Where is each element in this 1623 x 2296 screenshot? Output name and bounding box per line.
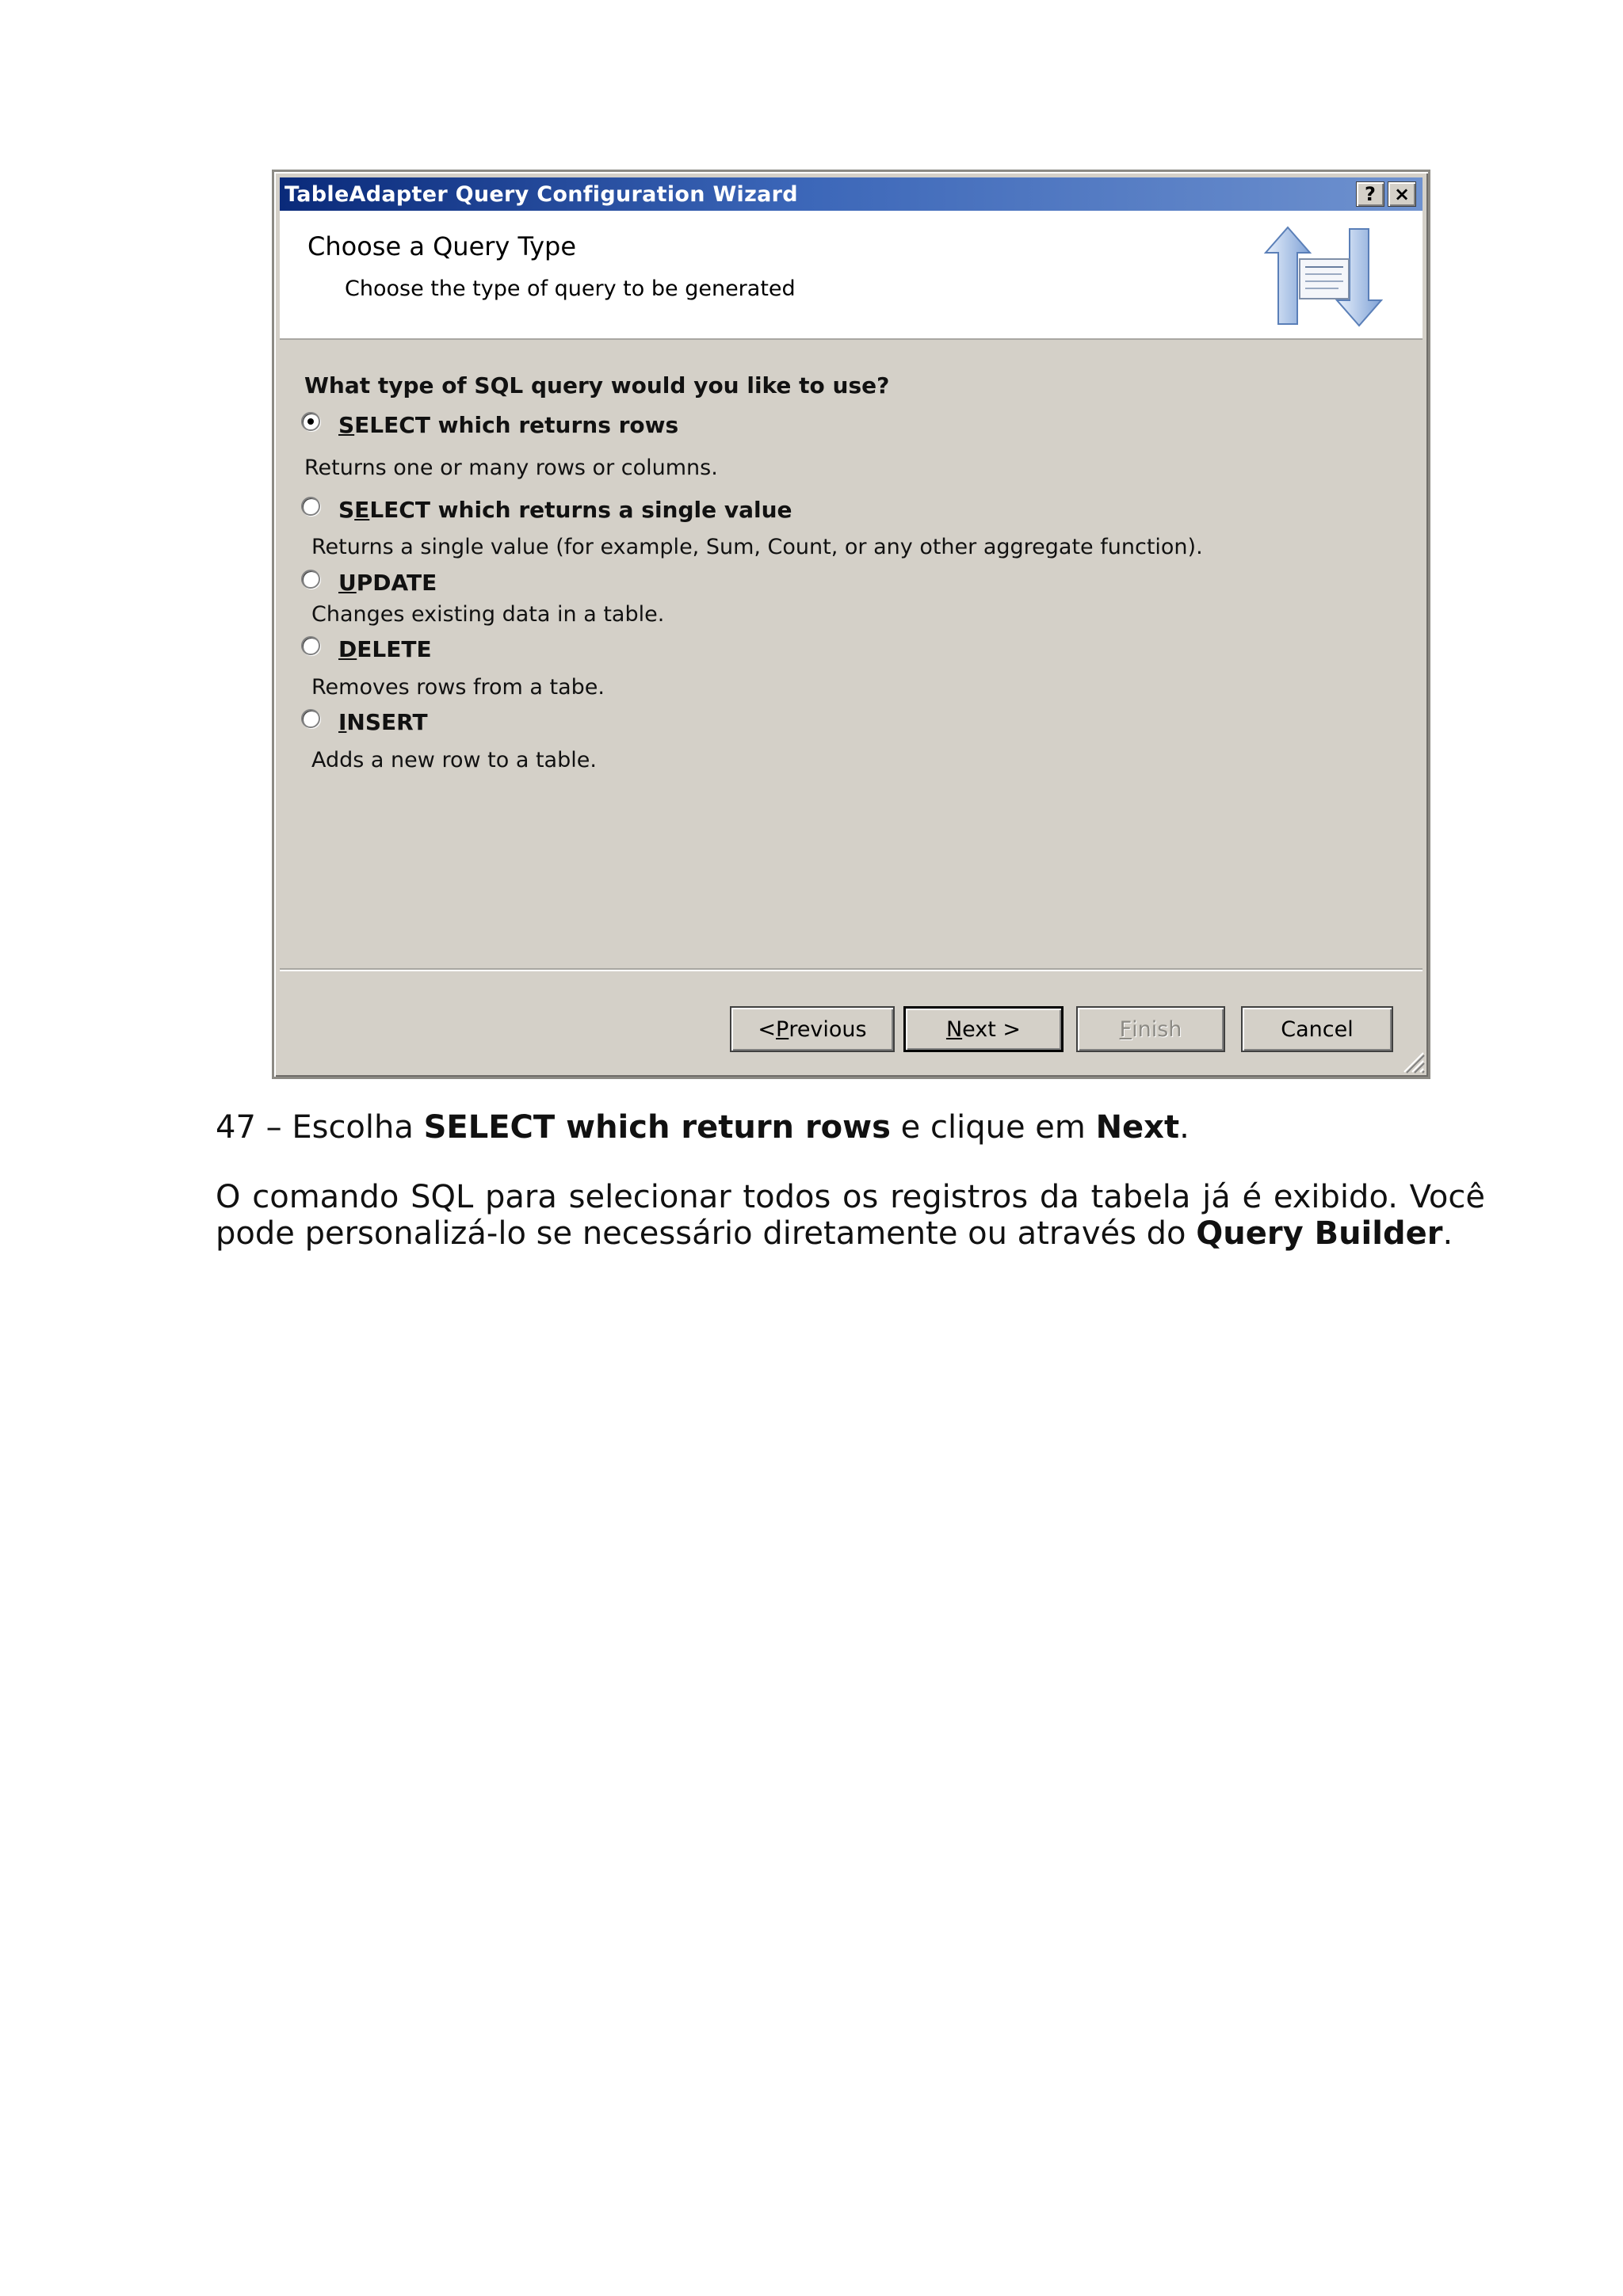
next-button[interactable]: N ext > — [903, 1006, 1064, 1052]
option-desc-select-single-value: Returns a single value (for example, Sum, Count, or any other aggregate function). — [311, 535, 1203, 559]
query-wizard-dialog — [272, 170, 1430, 1079]
footer-separator — [280, 968, 1423, 971]
option-label-select-rows[interactable]: SELECT which returns rows — [338, 412, 679, 438]
previous-button[interactable]: < P revious — [730, 1006, 895, 1052]
caption-bold-option: SELECT which return rows — [423, 1109, 891, 1146]
radio-selected-dot — [307, 418, 314, 425]
radio-delete[interactable] — [301, 636, 320, 655]
title-bar[interactable] — [280, 177, 1423, 211]
query-type-icon — [1256, 221, 1391, 332]
page-subtitle: Choose the type of query to be generated — [345, 277, 796, 301]
radio-select-rows[interactable] — [301, 412, 320, 431]
option-label-delete[interactable]: DELETE — [338, 636, 432, 662]
question-label: What type of SQL query would you like to use? — [304, 372, 890, 399]
option-label-insert[interactable]: INSERT — [338, 709, 428, 735]
caption-bold-next: Next — [1095, 1109, 1180, 1146]
page-title: Choose a Query Type — [307, 231, 577, 261]
option-desc-insert: Adds a new row to a table. — [311, 748, 597, 772]
window-title: TableAdapter Query Configuration Wizard — [285, 181, 798, 207]
option-desc-update: Changes existing data in a table. — [311, 602, 665, 627]
body-paragraph: O comando SQL para selecionar todos os registros da tabela já é exibido. Você pode personalizá-lo se necessário diretamente ou através do Query Builder. — [216, 1179, 1485, 1252]
radio-update[interactable] — [301, 570, 320, 589]
option-label-select-single-value[interactable]: SELECT which returns a single value — [338, 497, 792, 523]
figure-caption: 47 – Escolha SELECT which return rows e clique em Next. — [216, 1109, 1190, 1146]
radio-select-single-value[interactable] — [301, 497, 320, 516]
radio-insert[interactable] — [301, 709, 320, 728]
option-label-update[interactable]: UPDATE — [338, 570, 437, 596]
help-button[interactable]: ? — [1356, 181, 1384, 207]
paragraph-bold-query-builder: Query Builder — [1196, 1215, 1443, 1252]
close-button[interactable]: × — [1388, 181, 1416, 207]
finish-button[interactable]: F inish — [1076, 1006, 1225, 1052]
option-desc-select-rows: Returns one or many rows or columns. — [304, 456, 718, 480]
option-desc-delete: Removes rows from a tabe. — [311, 675, 605, 700]
resize-grip-icon[interactable] — [1398, 1047, 1425, 1074]
cancel-button[interactable]: Cancel — [1241, 1006, 1393, 1052]
wizard-header — [280, 211, 1423, 340]
